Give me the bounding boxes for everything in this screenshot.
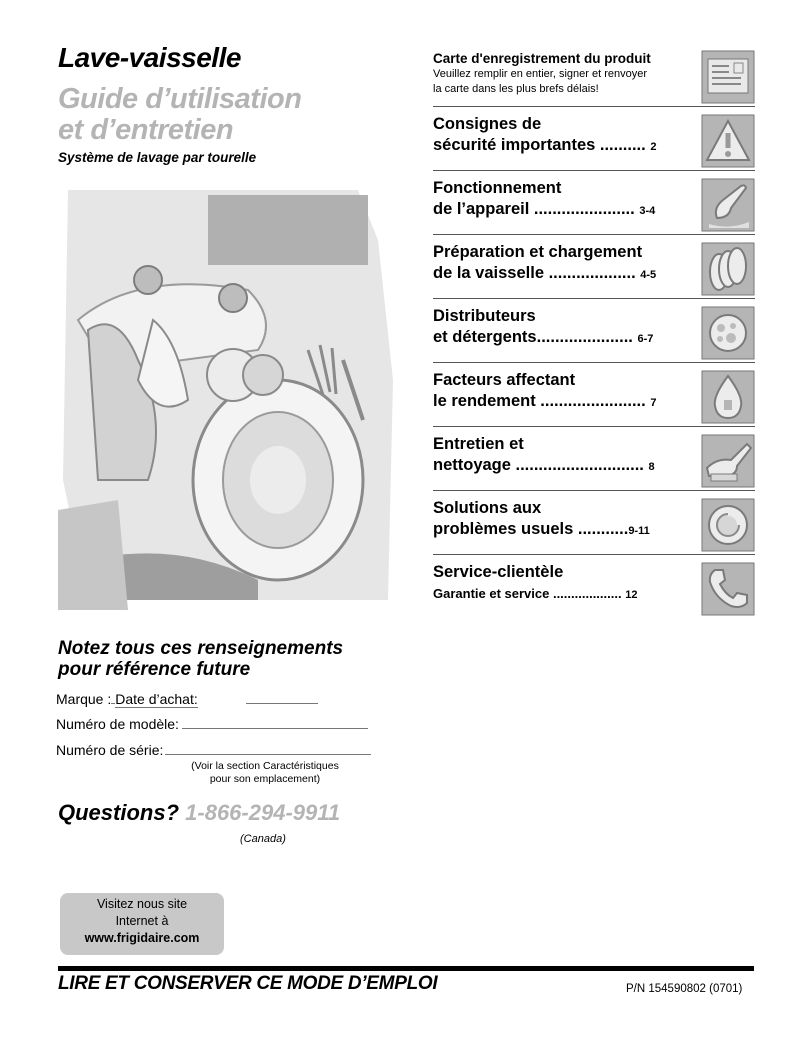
guide-subtitle-line2: et d’entretien bbox=[58, 114, 234, 146]
toc-title-line1: Solutions aux bbox=[433, 499, 542, 517]
warning-icon bbox=[701, 114, 755, 168]
plate-icon bbox=[701, 498, 755, 552]
document-title: Lave-vaisselle bbox=[58, 42, 241, 73]
toc-item-detergents[interactable] bbox=[433, 306, 755, 360]
questions-line bbox=[58, 800, 340, 826]
toc-item-safety[interactable] bbox=[433, 114, 755, 168]
registration-line2: la carte dans les plus brefs délais! bbox=[433, 83, 599, 95]
model-label: Numéro de modèle: bbox=[56, 716, 179, 732]
guide-subtitle bbox=[58, 84, 301, 146]
serial-label: Numéro de série: bbox=[56, 742, 164, 758]
registration-card-entry bbox=[433, 50, 755, 102]
toc-divider bbox=[433, 554, 755, 555]
toc-divider bbox=[433, 490, 755, 491]
toc-divider bbox=[433, 234, 755, 235]
brand-label: Marque : bbox=[56, 691, 112, 707]
toc-title-line1: Facteurs affectant bbox=[433, 371, 576, 389]
toc-item-cleaning[interactable] bbox=[433, 434, 755, 488]
toc-item-operation[interactable] bbox=[433, 178, 755, 232]
record-heading-line2: pour référence future bbox=[58, 659, 251, 680]
toc-page: 9-11 bbox=[628, 525, 650, 537]
serial-row bbox=[56, 740, 371, 758]
phone-number[interactable]: 1-866-294-9911 bbox=[185, 800, 341, 825]
dish-rack-icon bbox=[701, 242, 755, 296]
toc-item-performance[interactable] bbox=[433, 370, 755, 424]
toc-title-line2: de la vaisselle ................... bbox=[433, 264, 636, 282]
toc-title-line1: Préparation et chargement bbox=[433, 243, 643, 261]
cleaning-hand-icon bbox=[701, 434, 755, 488]
toc-title-line1: Service-clientèle bbox=[433, 563, 564, 581]
serial-number-field[interactable] bbox=[165, 740, 371, 755]
website-line2: Internet à bbox=[115, 914, 169, 928]
toc-title-line2: nettoyage ............................ bbox=[433, 456, 644, 474]
toc-page: 7 bbox=[650, 397, 657, 409]
website-line1: Visitez nous site bbox=[96, 897, 188, 911]
guide-subtitle-line1: Guide d’utilisation bbox=[58, 83, 302, 115]
brand-purchase-row bbox=[56, 689, 318, 707]
water-drop-icon bbox=[701, 370, 755, 424]
toc-title-line2: Garantie et service ................... bbox=[433, 586, 622, 601]
purchase-date-label: Date d’achat: bbox=[115, 691, 198, 707]
purchase-date-field[interactable] bbox=[246, 689, 318, 704]
dishwasher-illustration bbox=[58, 180, 398, 610]
website-url[interactable]: www.frigidaire.com bbox=[84, 931, 200, 945]
toc-title-line2: et détergents..................... bbox=[433, 328, 633, 346]
record-heading-line1: Notez tous ces renseignements bbox=[58, 638, 344, 659]
finger-touch-icon bbox=[701, 178, 755, 232]
part-number: P/N 154590802 (0701) bbox=[626, 983, 743, 995]
toc-divider bbox=[433, 362, 755, 363]
read-keep-notice: LIRE ET CONSERVER CE MODE D’EMPLOI bbox=[58, 973, 438, 994]
toc-item-loading[interactable] bbox=[433, 242, 755, 296]
toc-title-line2: problèmes usuels ........... bbox=[433, 520, 629, 538]
questions-label: Questions? bbox=[58, 800, 180, 825]
toc-divider bbox=[433, 170, 755, 171]
toc-title-line1: Distributeurs bbox=[433, 307, 536, 325]
phone-region: (Canada) bbox=[240, 833, 286, 845]
telephone-icon bbox=[701, 562, 755, 616]
note-line1: (Voir la section Caractéristiques bbox=[191, 760, 339, 772]
record-heading bbox=[58, 638, 343, 680]
website-box bbox=[60, 893, 224, 955]
note-line2: pour son emplacement) bbox=[209, 773, 321, 785]
toc-page: 4-5 bbox=[640, 269, 657, 281]
toc-title-line2: le rendement ....................... bbox=[433, 392, 646, 410]
toc-item-troubleshooting[interactable] bbox=[433, 498, 755, 552]
model-number-field[interactable] bbox=[182, 714, 368, 729]
toc-title-line2: sécurité importantes .......... bbox=[433, 136, 646, 154]
toc-title-line1: Consignes de bbox=[433, 115, 542, 133]
toc-page: 6-7 bbox=[637, 333, 654, 345]
toc-title-line1: Entretien et bbox=[433, 435, 524, 453]
model-row bbox=[56, 714, 368, 732]
toc-page: 3-4 bbox=[639, 205, 656, 217]
registration-line1: Veuillez remplir en entier, signer et renvoyer bbox=[433, 68, 647, 80]
toc-divider bbox=[433, 426, 755, 427]
footer-rule bbox=[58, 966, 754, 971]
toc-page: 8 bbox=[648, 461, 655, 473]
toc-page: 2 bbox=[650, 141, 657, 153]
registration-heading: Carte d'enregistrement du produit bbox=[433, 51, 651, 66]
toc-title-line1: Fonctionnement bbox=[433, 179, 562, 197]
serial-location-note bbox=[170, 760, 360, 786]
toc-divider bbox=[433, 106, 755, 107]
system-subtitle: Système de lavage par tourelle bbox=[58, 150, 257, 165]
toc-page: 12 bbox=[625, 589, 638, 601]
toc-item-service[interactable] bbox=[433, 562, 755, 616]
detergent-icon bbox=[701, 306, 755, 360]
toc-divider bbox=[433, 298, 755, 299]
registration-card-icon bbox=[701, 50, 755, 104]
toc-title-line2: de l’appareil ...................... bbox=[433, 200, 635, 218]
